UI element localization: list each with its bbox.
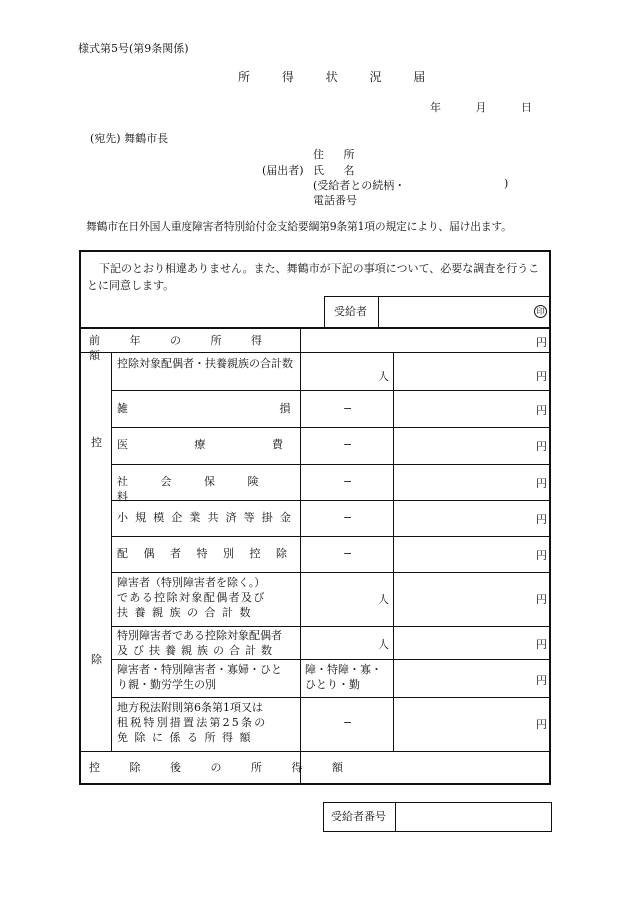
yen-unit: 円 xyxy=(536,549,547,562)
dash-mark: − xyxy=(343,511,353,524)
yen-unit: 円 xyxy=(536,593,547,606)
disabled-line-2: である控除対象配偶者及び xyxy=(117,591,266,604)
category-line-1: 障害者・特別障害者・寡婦・ひと xyxy=(117,663,282,676)
form-code: 様式第5号(第9条関係) xyxy=(78,42,189,55)
yen-unit: 円 xyxy=(536,477,547,490)
category-value-2: ひとり・勤 xyxy=(305,678,360,691)
recipient-number-label: 受給者番号 xyxy=(331,810,386,823)
date-year: 年 xyxy=(430,101,441,114)
relation-label: (受給者との続柄・ xyxy=(313,179,406,192)
yen-unit: 円 xyxy=(536,370,547,383)
special-disabled-line-2: 及 び 扶 養 親 族 の 合 計 数 xyxy=(117,644,272,657)
date-month: 月 xyxy=(475,101,487,114)
yen-unit: 円 xyxy=(536,440,547,453)
deduction-char-1: 控 xyxy=(91,436,102,449)
dash-mark: − xyxy=(343,547,353,560)
income-form xyxy=(79,250,551,785)
date-day: 日 xyxy=(521,101,532,114)
title-text: 所 得 状 況 届 xyxy=(238,70,440,84)
local-tax-line-1: 地方税法附則第6条第1項又は xyxy=(117,701,263,714)
yen-unit: 円 xyxy=(536,718,547,731)
date-line xyxy=(430,99,532,115)
yen-unit: 円 xyxy=(536,336,547,349)
medical-label: 医 療 費 xyxy=(117,438,283,451)
dash-mark: − xyxy=(343,475,353,488)
page-title xyxy=(238,68,440,85)
phone-label: 電話番号 xyxy=(313,194,357,207)
declaration-text: 舞鶴市在日外国人重度障害者特別給付金支給要綱第9条第1項の規定により、届け出ます。 xyxy=(86,220,512,233)
deduction-char-2: 除 xyxy=(91,653,102,666)
category-value-1: 障・特障・寡・ xyxy=(305,663,382,676)
yen-unit: 円 xyxy=(536,674,547,687)
person-unit: 人 xyxy=(378,370,389,383)
dash-mark: − xyxy=(343,402,353,415)
small-business-label: 小 規 模 企 業 共 済 等 掛 金 xyxy=(117,511,291,524)
prev-income-label: 前 年 の 所 得 額 xyxy=(89,334,262,362)
local-tax-line-2: 租税特別措置法第25条の xyxy=(117,716,268,729)
yen-unit: 円 xyxy=(536,513,547,526)
dependents-label: 控除対象配偶者・扶養親族の合計数 xyxy=(117,357,293,370)
yen-unit: 円 xyxy=(536,404,547,417)
spouse-special-label: 配 偶 者 特 別 控 除 xyxy=(117,547,287,560)
local-tax-line-3: 免 除 に 係 る 所 得 額 xyxy=(117,731,251,744)
name-label: 氏 名 xyxy=(313,164,363,177)
seal-mark: 印 xyxy=(534,305,547,318)
recipient-number-box xyxy=(323,802,552,832)
consent-notice: 下記のとおり相違ありません。また、舞鶴市が下記の事項について、必要な調査を行うことに同意します。 xyxy=(87,262,540,292)
category-line-2: り親・勤労学生の別 xyxy=(117,678,216,691)
person-unit: 人 xyxy=(378,593,389,606)
filer-label: (届出者) xyxy=(262,164,304,177)
special-disabled-line-1: 特別障害者である控除対象配偶者 xyxy=(117,629,282,642)
recipient-label: 受給者 xyxy=(334,305,367,318)
relation-close: ) xyxy=(504,177,509,190)
dash-mark: − xyxy=(343,716,353,729)
address-label: 住 所 xyxy=(313,148,363,161)
disabled-line-3: 扶 養 親 族 の 合 計 数 xyxy=(117,606,251,619)
dash-mark: − xyxy=(343,438,353,451)
person-unit: 人 xyxy=(378,638,389,651)
addressee: (宛先) 舞鶴市長 xyxy=(90,132,169,145)
casualty-label: 雑 損 xyxy=(117,402,291,415)
yen-unit: 円 xyxy=(536,638,547,651)
disabled-line-1: 障害者（特別障害者を除く。） xyxy=(117,576,266,589)
after-deduction-label: 控 除 後 の 所 得 額 xyxy=(89,761,343,774)
social-insurance-label: 社 会 保 険 料 xyxy=(117,475,259,503)
